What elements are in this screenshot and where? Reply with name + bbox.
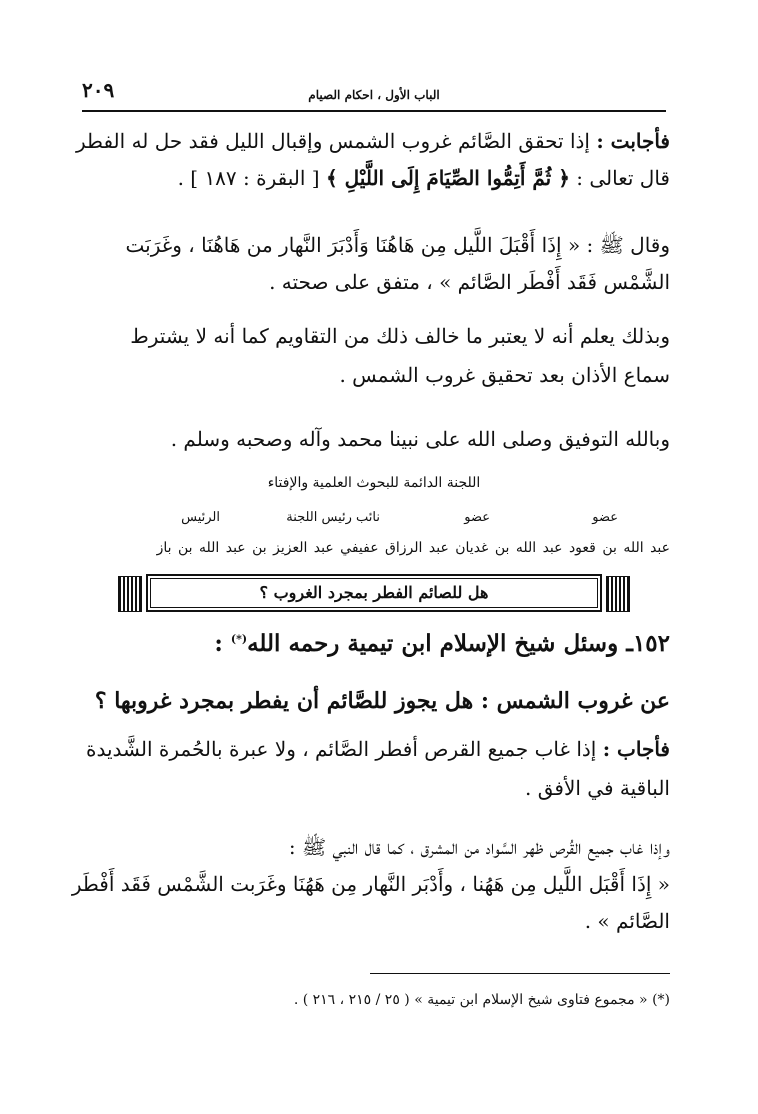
answer2-line-2: الباقية في الأفق . xyxy=(525,776,670,800)
page-header xyxy=(82,78,666,112)
hadith-line-1: وقال ﷺ : « إِذَا أَقْبَلَ اللَّيل مِن هَاهُنَا وَأَدْبَرَ النَّهار من هَاهُنَا ، وغَرَبَت xyxy=(125,233,670,257)
banner-left-ornament xyxy=(118,576,142,612)
quran-intro: قال تعالى : xyxy=(569,166,670,190)
committee-title: اللجنة الدائمة للبحوث العلمية والإفتاء xyxy=(267,475,481,491)
question-152-heading xyxy=(78,630,670,657)
question-text: عن غروب الشمس : هل يجوز للصَّائم أن يفطر بمجرد غروبها ؟ xyxy=(94,688,670,714)
header-rule xyxy=(82,110,666,112)
paragraph-2-line-1: وبذلك يعلم أنه لا يعتبر ما خالف ذلك من التقاويم كما أنه لا يشترط xyxy=(130,324,670,348)
paragraph-3-line-2: « إِذَا أَقْبَل اللَّيل مِن هَهُنا ، وأَدْبَر النَّهار مِن هَهُنَا وغَرَبت الشَّمْس فَقَد أَفْطَر xyxy=(71,872,670,896)
quran-reference: [ البقرة : ١٨٧ ] . xyxy=(177,166,326,190)
answer-paragraph-2 xyxy=(78,736,670,802)
answer2-line-1 xyxy=(78,736,670,763)
footnote: (*) « مجموع فتاوى شيخ الإسلام ابن تيمية » ( ٢٥ / ٢١٥ ، ٢١٦ ) . xyxy=(293,992,670,1008)
paragraph-3-line-1: وإذا غاب جميع القُرص ظهر السَّواد من المشرق ، كما قال النبي ﷺ : xyxy=(288,835,670,859)
footnote-rule xyxy=(370,973,670,974)
closing-line xyxy=(78,426,670,453)
role-member-2: عضو xyxy=(464,510,490,525)
committee-names: عبد الله بن قعود عبد الله بن غديان عبد الرزاق عفيفي عبد العزيز بن عبد الله بن باز xyxy=(156,540,670,556)
footnote-marker: (*) xyxy=(230,632,248,646)
closing-text: وبالله التوفيق وصلى الله على نبينا محمد وآله وصحبه وسلم . xyxy=(170,427,670,451)
page-number: ٢٠٩ xyxy=(82,78,115,102)
paragraph-2 xyxy=(78,323,670,389)
answer-line-2 xyxy=(78,165,670,192)
role-vice-chair: نائب رئيس اللجنة xyxy=(286,510,380,525)
quran-verse: ﴿ ثُمَّ أَتِمُّوا الصِّيَامَ إِلَى اللَّيْلِ ﴾ xyxy=(325,166,570,190)
hadith-paragraph-1 xyxy=(78,232,670,296)
running-title: الباب الأول ، احكام الصيام xyxy=(308,88,440,102)
question-152-title: ١٥٢ـ وسئل شيخ الإسلام ابن تيمية رحمه الله xyxy=(247,630,670,657)
answer-line-1 xyxy=(78,128,670,155)
banner-box xyxy=(146,574,602,612)
banner-title: هل للصائم الفطر بمجرد الغروب ؟ xyxy=(259,583,489,602)
section-banner xyxy=(118,574,630,612)
answer-paragraph-1 xyxy=(78,128,670,192)
banner-right-ornament xyxy=(606,576,630,612)
answer-lead: فأجابت : xyxy=(596,129,670,153)
answer2-line-1-text: إذا غاب جميع القرص أفطر الصَّائم ، ولا عبرة بالحُمرة الشَّديدة xyxy=(85,737,603,761)
role-chair: الرئيس xyxy=(181,510,220,525)
answer-line-1-text: إذا تحقق الصَّائم غروب الشمس وإقبال الليل فقد حل له الفطر xyxy=(76,129,597,153)
question-152-colon: : xyxy=(214,630,231,657)
paragraph-3 xyxy=(71,834,670,935)
hadith-line-2: الشَّمْس فَقَد أَفْطَر الصَّائم » ، متفق على صحته . xyxy=(269,270,670,294)
paragraph-2-line-2: سماع الأذان بعد تحقيق غروب الشمس . xyxy=(339,363,670,387)
answer2-lead: فأجاب : xyxy=(602,737,670,761)
role-member-1: عضو xyxy=(592,510,618,525)
paragraph-3-line-3: الصَّائم » . xyxy=(584,909,670,933)
